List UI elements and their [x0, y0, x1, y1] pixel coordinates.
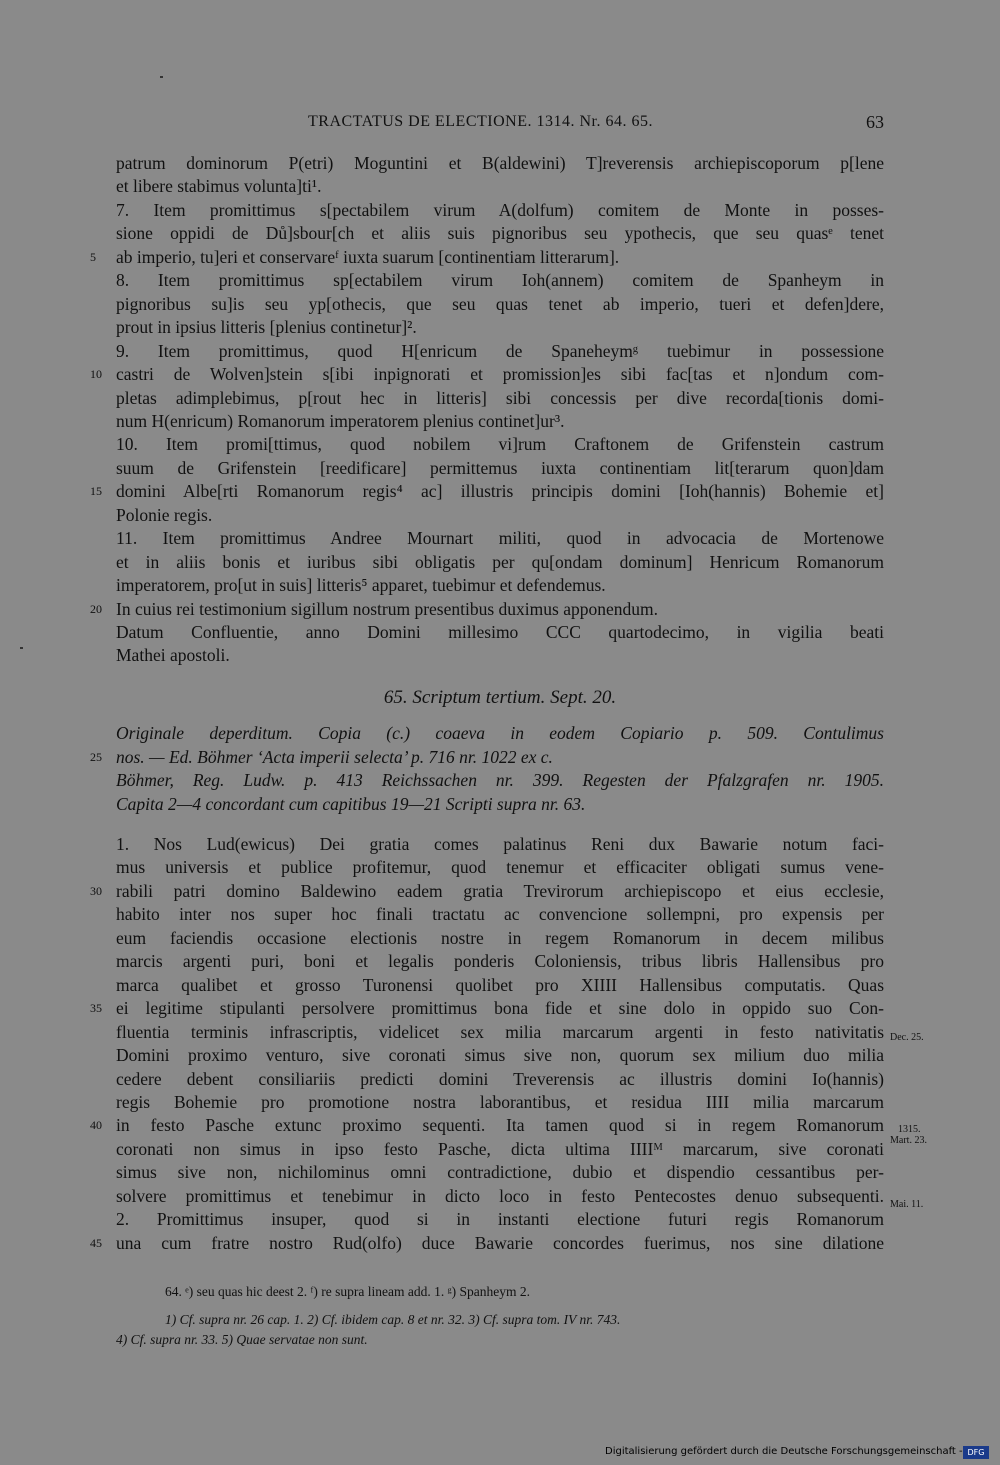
text-line: coronati non simus in ipso festo Pasche, dicta ultima IIIIᴹ marcarum, sive coronati [116, 1138, 884, 1159]
line-number: 40 [90, 1118, 102, 1133]
text-line: marcis argenti puri, boni et legalis ponderis Coloniensis, tribus libris Hallensibus pro [116, 951, 884, 972]
line-number: 35 [90, 1001, 102, 1016]
text-line: habito inter nos super hoc finali tractatu ac convencione sollempni, pro expensis per [116, 904, 884, 925]
text-line: ab imperio, tu]eri et conservareᶠ iuxta suarum [continentiam litterarum]. [116, 246, 620, 267]
text-line: in festo Pasche extunc proximo sequenti. Ita tamen quod si in regem Romanorum [116, 1115, 884, 1136]
line-number: 15 [90, 484, 102, 499]
margin-note-mai: Mai. 11. [890, 1199, 924, 1210]
text-line: 7. Item promittimus s[pectabilem virum A(dolfum) comitem de Monte in posses- [116, 199, 884, 220]
footnote-64: 64. ᵉ) seu quas hic deest 2. ᶠ) re supra lineam add. 1. ᵍ) Spanheym 2. [165, 1284, 530, 1299]
dfg-logo: DFG [963, 1446, 989, 1459]
text-line: marca qualibet et grosso Turonensi quolibet pro XIIII Hallensibus computatis. Quas [116, 974, 884, 995]
text-line: sione oppidi de Dů]sbour[ch et aliis suis pignoribus seu ypothecis, que seu quasᵉ tenet [116, 223, 884, 244]
text-line: Capita 2—4 concordant cum capitibus 19—21 Scripti supra nr. 63. [116, 793, 586, 814]
footnote-line-1: 1) Cf. supra nr. 26 cap. 1. 2) Cf. ibidem cap. 8 et nr. 32. 3) Cf. supra tom. IV nr. 743. [165, 1312, 621, 1327]
footnote-line-2: 4) Cf. supra nr. 33. 5) Quae servatae non sunt. [116, 1332, 368, 1347]
text-line: 11. Item promittimus Andree Mournart militi, quod in advocacia de Mortenowe [116, 528, 884, 549]
running-header: TRACTATUS DE ELECTIONE. 1314. Nr. 64. 65. [308, 113, 653, 130]
text-line: Domini proximo venturo, sive coronati simus sive non, quorum sex milium duo milia [116, 1045, 884, 1066]
line-number: 45 [90, 1235, 102, 1250]
text-line: eum faciendis occasione electionis nostre in regem Romanorum in decem milibus [116, 927, 884, 948]
text-line: num H(enricum) Romanorum imperatorem plenius continet]ur³. [116, 410, 565, 431]
text-line: castri de Wolven]stein s[ibi inpignorati et promission]es sibi fac[tas et n]ondum com- [116, 364, 884, 385]
text-line: mus universis et publice profitemur, quod tenemur et efficaciter obligati sumus vene- [116, 857, 884, 878]
text-line: rabili patri domino Baldewino eadem gratia Trevirorum archiepiscopo et eius ecclesie, [116, 880, 884, 901]
text-line: 9. Item promittimus, quod H[enricum de Spaneheymᵍ tuebimur in possessione [116, 340, 884, 361]
text-line: Polonie regis. [116, 504, 213, 525]
text-line: domini Albe[rti Romanorum regis⁴ ac] illustris principis domini [Ioh(hannis) Bohemie et] [116, 481, 884, 502]
footer-text: Digitalisierung gefördert durch die Deutsche Forschungsgemeinschaft - [605, 1446, 963, 1457]
text-line: ei legitime stipulanti persolvere promittimus bona fide et sine dolo in oppido suo Con- [116, 998, 884, 1019]
text-line: solvere promittimus et tenebimur in dicto loco in festo Pentecostes denuo subsequenti. [116, 1185, 884, 1206]
text-line: fluentia terminis infrascriptis, videlicet sex milia marcarum argenti in festo nativitatis [116, 1021, 884, 1042]
margin-note-mart: Mart. 23. [890, 1135, 927, 1146]
line-number: 5 [90, 249, 96, 264]
line-number: 25 [90, 749, 102, 764]
text-line: suum de Grifenstein [reedificare] permittemus iuxta continentiam lit[terarum quon]dam [116, 457, 884, 478]
section-title: 65. Scriptum tertium. Sept. 20. [383, 687, 617, 708]
page-number: 63 [866, 112, 884, 132]
text-line: 2. Promittimus insuper, quod si in instanti electione futuri regis Romanorum [116, 1209, 884, 1230]
text-line: 1. Nos Lud(ewicus) Dei gratia comes palatinus Reni dux Bawarie notum faci- [116, 834, 884, 854]
text-line: una cum fratre nostro Rud(olfo) duce Bawarie concordes fuerimus, nos sine dilatione [116, 1232, 884, 1253]
line-number: 30 [90, 883, 102, 898]
text-line: pletas adimplebimus, p[rout hec in litteris] sibi concessis per dive recorda[tionis domi- [116, 387, 884, 408]
text-line: patrum dominorum P(etri) Moguntini et B(aldewini) T]reverensis archiepiscoporum p[lene [116, 153, 884, 173]
line-number: 10 [90, 367, 102, 382]
text-line: In cuius rei testimonium sigillum nostrum presentibus duximus apponendum. [116, 598, 658, 619]
text-line: pignoribus su]is seu yp[othecis, que seu quas tenet ab imperio, tueri et defen]dere, [116, 293, 884, 314]
text-line: simus sive non, nichilominus omni contradictione, dubio et dispendio cessantibus per- [116, 1162, 884, 1183]
page-speck [20, 647, 23, 649]
page-speck [160, 76, 163, 78]
text-line: Originale deperditum. Copia (c.) coaeva in eodem Copiario p. 509. Contulimus [116, 723, 884, 743]
text-line: cedere debent consiliariis predicti domini Treverensis ac illustris domini Io(hannis) [116, 1068, 884, 1089]
text-line: et libere stabimus volunta]ti¹. [116, 176, 322, 197]
text-line: 8. Item promittimus sp[ectabilem virum Ioh(annem) comitem de Spanheym in [116, 270, 884, 291]
text-line: nos. — Ed. Böhmer ‘Acta imperii selecta’ p. 716 nr. 1022 ex c. [116, 746, 553, 767]
text-line: Datum Confluentie, anno Domini millesimo CCC quartodecimo, in vigilia beati [116, 622, 884, 642]
text-line: regis Bohemie pro promotione nostra laborantibus, et residua IIII milia marcarum [116, 1091, 884, 1112]
margin-note-year: 1315. [898, 1124, 921, 1135]
text-line: Böhmer, Reg. Ludw. p. 413 Reichssachen nr. 399. Regesten der Pfalzgrafen nr. 1905. [116, 770, 884, 791]
text-line: imperatorem, pro[ut in suis] litteris⁵ apparet, tuebimur et defendemus. [116, 575, 606, 596]
text-line: 10. Item promi[ttimus, quod nobilem vi]rum Craftonem de Grifenstein castrum [116, 434, 884, 455]
text-line: prout in ipsius litteris [plenius continetur]². [116, 317, 417, 338]
margin-note-dec: Dec. 25. [890, 1032, 924, 1043]
text-line: Mathei apostoli. [116, 645, 230, 666]
text-line: et in aliis bonis et iuribus sibi obligatis per qu[ondam dominum] Henricum Romanorum [116, 551, 884, 572]
line-number: 20 [90, 601, 102, 616]
